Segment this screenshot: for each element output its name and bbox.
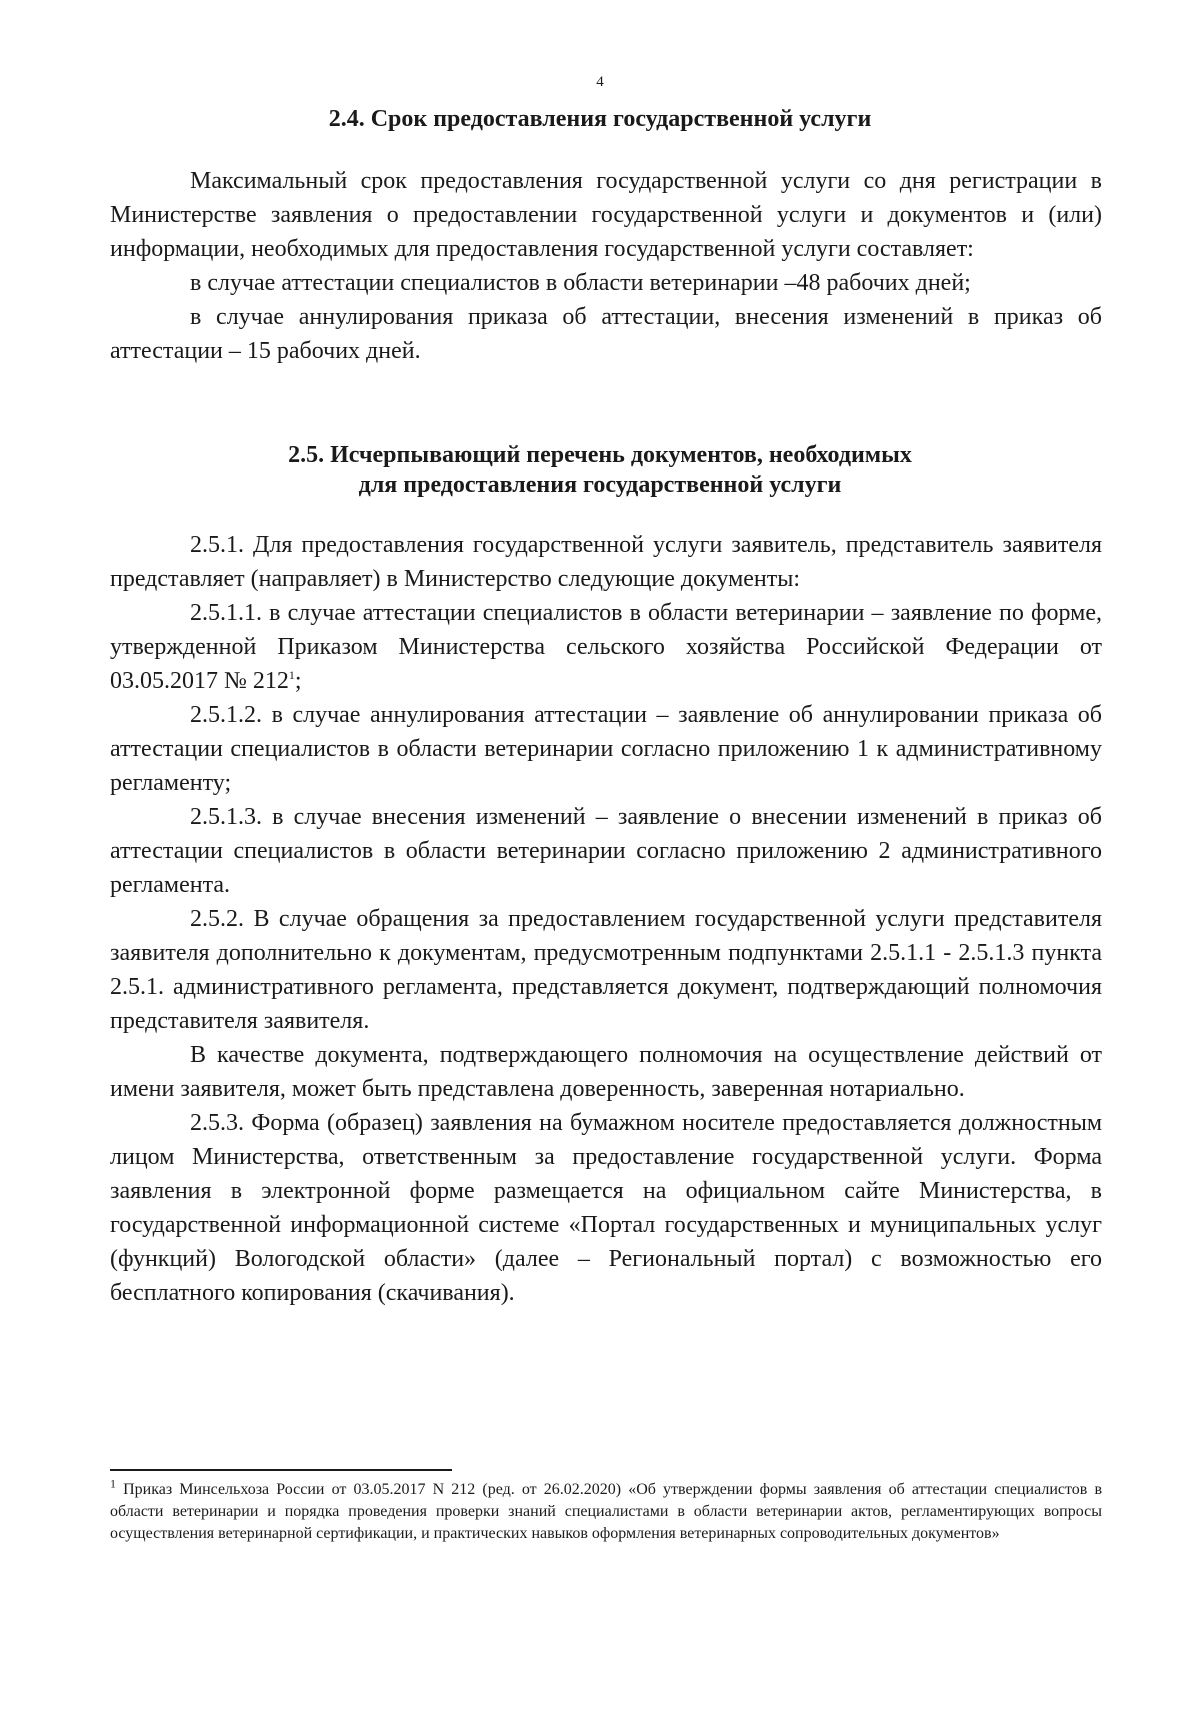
paragraph: 2.5.1.3. в случае внесения изменений – заявление о внесении изменений в приказ об аттестации специалистов в области ветеринарии согласно приложению 2 административного регламента. bbox=[110, 804, 1102, 898]
section-2-4-body bbox=[110, 164, 1102, 368]
section-2-5-heading-line1: 2.5. Исчерпывающий перечень документов, необходимых bbox=[288, 442, 912, 468]
paragraph: 2.5.2. В случае обращения за предоставлением государственной услуги представителя заявителя дополнительно к документам, предусмотренным подпунктами 2.5.1.1 - 2.5.1.3 пункта 2.5.1. административного регламента, представляется документ, подтверждающий полномочия представителя заявителя. bbox=[110, 906, 1102, 1034]
page-number: 4 bbox=[596, 74, 604, 90]
paragraph: 2.5.1. Для предоставления государственной услуги заявитель, представитель заявителя представляет (направляет) в Министерство следующие документы: bbox=[110, 532, 1102, 592]
footnote-text: Приказ Минсельхоза России от 03.05.2017 N 212 (ред. от 26.02.2020) «Об утверждении формы заявления об аттестации специалистов в области ветеринарии и порядка проведения проверки знаний специалистами в области ветеринарии актов, регламентирующих вопросы осуществления ветеринарной сертификации, и практических навыков оформления ветеринарных сопроводительных документов» bbox=[110, 1481, 1103, 1542]
section-2-5-heading-line2: для предоставления государственной услуги bbox=[358, 472, 842, 498]
paragraph-text: 2.5.1.1. в случае аттестации специалистов в области ветеринарии – заявление по форме, утвержденной Приказом Министерства сельского хозяйства Российской Федерации от 03.05.2017 № 212 bbox=[110, 600, 1102, 694]
paragraph: в случае аттестации специалистов в области ветеринарии –48 рабочих дней; bbox=[190, 270, 971, 296]
footnote bbox=[110, 1476, 1103, 1545]
paragraph: 2.5.3. Форма (образец) заявления на бумажном носителе предоставляется должностным лицом Министерства, ответственным за предоставление государственной услуги. Форма заявления в электронной форме размещается на официальном сайте Министерства, в государственной информационной системе «Портал государственных и муниципальных услуг (функций) Вологодской области» (далее – Региональный портал) с возможностью его бесплатного копирования (скачивания). bbox=[110, 1110, 1102, 1306]
section-2-4-heading: 2.4. Срок предоставления государственной услуги bbox=[328, 106, 872, 132]
footnote-separator bbox=[110, 1469, 452, 1471]
paragraph: В качестве документа, подтверждающего полномочия на осуществление действий от имени заявителя, может быть представлена доверенность, заверенная нотариально. bbox=[110, 1042, 1102, 1102]
footnote-paragraph bbox=[110, 1476, 1103, 1545]
paragraph bbox=[110, 596, 1102, 698]
paragraph: Максимальный срок предоставления государственной услуги со дня регистрации в Министерстве заявления о предоставлении государственной услуги и документов и (или) информации, необходимых для предоставления государственной услуги составляет: bbox=[110, 168, 1102, 262]
footnote-mark: 1 bbox=[110, 1476, 116, 1491]
footnote-reference: 1 bbox=[288, 668, 295, 682]
paragraph: в случае аннулирования приказа об аттестации, внесения изменений в приказ об аттестации – 15 рабочих дней. bbox=[110, 304, 1102, 364]
paragraph: 2.5.1.2. в случае аннулирования аттестации – заявление об аннулировании приказа об аттестации специалистов в области ветеринарии согласно приложению 1 к административному регламенту; bbox=[110, 702, 1102, 796]
section-2-5-body bbox=[110, 528, 1102, 1310]
paragraph-end: ; bbox=[294, 668, 302, 694]
